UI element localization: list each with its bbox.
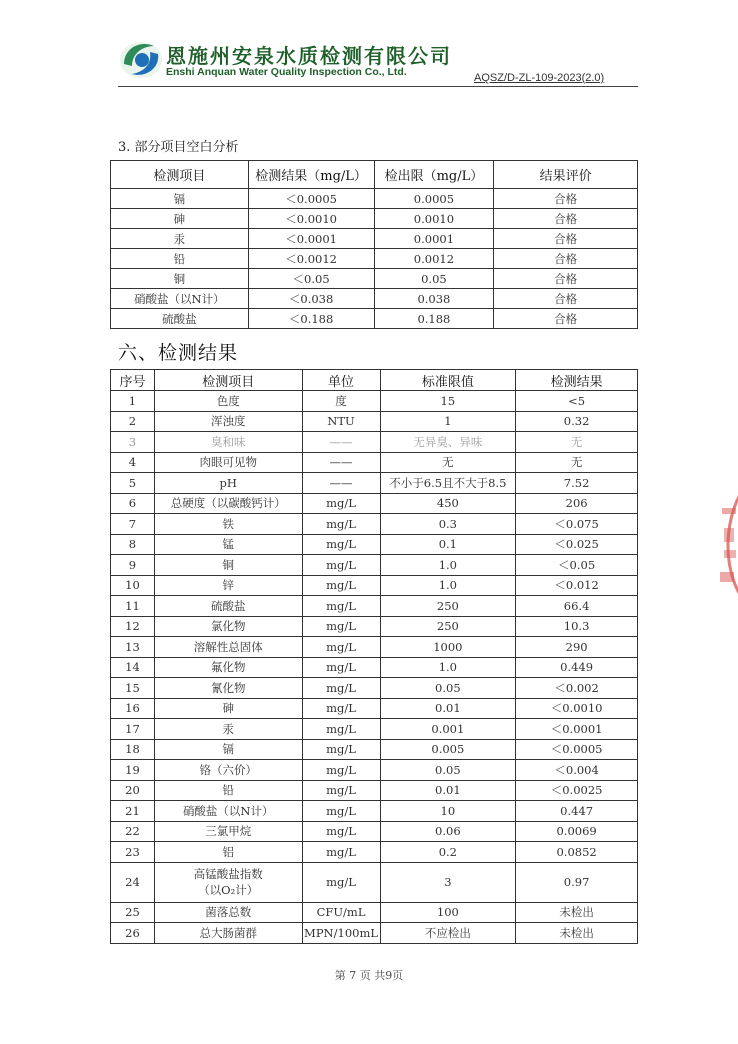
table-row — [111, 657, 638, 678]
table-row — [111, 739, 638, 760]
table-row — [111, 229, 638, 249]
table-cell: 10.3 — [516, 616, 638, 637]
table-cell: 无异臭、异味 — [380, 432, 516, 453]
table-row — [111, 411, 638, 432]
table-cell: —— — [302, 452, 380, 473]
table-cell: 0.0852 — [516, 842, 638, 863]
table-cell: 锰 — [154, 534, 302, 555]
table-cell: mg/L — [302, 534, 380, 555]
column-header: 检测项目 — [111, 161, 249, 189]
table-cell: 1 — [380, 411, 516, 432]
table-cell: 未检出 — [516, 923, 638, 944]
table-cell: 15 — [380, 391, 516, 412]
table-cell: ＜0.004 — [516, 760, 638, 781]
table-cell: 硝酸盐（以N计） — [111, 289, 249, 309]
table-cell: 0.05 — [380, 760, 516, 781]
table-cell: <5 — [516, 391, 638, 412]
table-header-row — [111, 370, 638, 391]
table-cell: 0.01 — [380, 780, 516, 801]
table-row — [111, 719, 638, 740]
table-cell: 0.005 — [380, 739, 516, 760]
table-cell: mg/L — [302, 596, 380, 617]
table-cell: 20 — [111, 780, 155, 801]
table-cell: ＜0.0012 — [248, 249, 374, 269]
table-cell: ＜0.038 — [248, 289, 374, 309]
blank-analysis-table — [110, 160, 638, 329]
table-cell: 12 — [111, 616, 155, 637]
table-cell: 206 — [516, 493, 638, 514]
table-cell: 0.0069 — [516, 821, 638, 842]
table-cell: mg/L — [302, 801, 380, 822]
table-cell: 1.0 — [380, 555, 516, 576]
table-cell: mg/L — [302, 842, 380, 863]
table-cell: 6 — [111, 493, 155, 514]
table-cell: 13 — [111, 637, 155, 658]
table-row — [111, 678, 638, 699]
blank-analysis-title: 3. 部分项目空白分析 — [118, 140, 239, 155]
table-cell: 铜 — [154, 555, 302, 576]
table-cell: 度 — [302, 391, 380, 412]
table-cell: 290 — [516, 637, 638, 658]
item-name-line2: （以O₂计） — [198, 883, 259, 897]
table-cell: 无 — [380, 452, 516, 473]
table-cell: 23 — [111, 842, 155, 863]
table-row — [111, 514, 638, 535]
table-cell: ＜0.012 — [516, 575, 638, 596]
table-row — [111, 289, 638, 309]
table-cell: 镉 — [111, 189, 249, 209]
table-cell: 15 — [111, 678, 155, 699]
document-code: AQSZ/D-ZL-109-2023(2.0) — [474, 72, 605, 84]
table-cell: 100 — [380, 902, 516, 923]
table-row — [111, 432, 638, 453]
column-header: 检测项目 — [154, 370, 302, 391]
table-cell: ＜0.0005 — [516, 739, 638, 760]
table-cell: 总硬度（以碳酸钙计） — [154, 493, 302, 514]
company-name-cn: 恩施州安泉水质检测有限公司 — [166, 44, 452, 68]
table-cell: 不小于6.5且不大于8.5 — [380, 473, 516, 494]
table-cell: 铜 — [111, 269, 249, 289]
table-cell: mg/L — [302, 514, 380, 535]
table-cell: 2 — [111, 411, 155, 432]
table-cell: 不应检出 — [380, 923, 516, 944]
table-cell: ＜0.0010 — [248, 209, 374, 229]
table-cell: 3 — [111, 432, 155, 453]
table-cell: 砷 — [111, 209, 249, 229]
table-cell: 11 — [111, 596, 155, 617]
table-cell: 汞 — [154, 719, 302, 740]
table-cell: 14 — [111, 657, 155, 678]
table-cell: 1.0 — [380, 657, 516, 678]
table-cell: ＜0.0025 — [516, 780, 638, 801]
table-cell: 0.0005 — [374, 189, 494, 209]
table-cell: mg/L — [302, 821, 380, 842]
table-cell: 合格 — [494, 249, 638, 269]
table-row — [111, 637, 638, 658]
table-cell: ＜0.05 — [516, 555, 638, 576]
table-row — [111, 493, 638, 514]
table-cell: 4 — [111, 452, 155, 473]
table-cell: 菌落总数 — [154, 902, 302, 923]
table-row — [111, 902, 638, 923]
table-cell: mg/L — [302, 575, 380, 596]
table-cell: mg/L — [302, 616, 380, 637]
table-row — [111, 452, 638, 473]
table-cell: 250 — [380, 596, 516, 617]
column-header: 结果评价 — [494, 161, 638, 189]
table-cell: mg/L — [302, 739, 380, 760]
table-cell: 合格 — [494, 209, 638, 229]
table-cell: 450 — [380, 493, 516, 514]
table-cell — [154, 862, 302, 902]
table-row — [111, 269, 638, 289]
item-name-line1: 高锰酸盐指数 — [193, 867, 263, 881]
table-cell: 砷 — [154, 698, 302, 719]
column-header: 标准限值 — [380, 370, 516, 391]
table-cell: 总大肠菌群 — [154, 923, 302, 944]
table-cell: 1000 — [380, 637, 516, 658]
table-cell: 24 — [111, 862, 155, 902]
table-row — [111, 189, 638, 209]
table-cell: 浑浊度 — [154, 411, 302, 432]
table-cell: 合格 — [494, 309, 638, 329]
table-cell: 0.01 — [380, 698, 516, 719]
table-cell: 0.06 — [380, 821, 516, 842]
table-cell: mg/L — [302, 493, 380, 514]
table-cell: 溶解性总固体 — [154, 637, 302, 658]
company-name-en: Enshi Anquan Water Quality Inspection Co., Ltd. — [166, 66, 407, 78]
table-cell: ＜0.0001 — [248, 229, 374, 249]
table-cell: 臭和味 — [154, 432, 302, 453]
table-cell: 0.188 — [374, 309, 494, 329]
table-cell: 硫酸盐 — [154, 596, 302, 617]
table-cell: 汞 — [111, 229, 249, 249]
table-cell: 硫酸盐 — [111, 309, 249, 329]
table-cell: 合格 — [494, 189, 638, 209]
table-cell: 0.0012 — [374, 249, 494, 269]
table-cell: 25 — [111, 902, 155, 923]
table-cell: 镉 — [154, 739, 302, 760]
table-header-row — [111, 161, 638, 189]
table-cell: mg/L — [302, 780, 380, 801]
table-cell: 合格 — [494, 289, 638, 309]
table-cell: mg/L — [302, 555, 380, 576]
table-cell: ＜0.0005 — [248, 189, 374, 209]
table-cell: 1.0 — [380, 575, 516, 596]
table-cell: 0.001 — [380, 719, 516, 740]
column-header: 检出限（mg/L） — [374, 161, 494, 189]
column-header: 检测结果（mg/L） — [248, 161, 374, 189]
table-cell: ＜0.05 — [248, 269, 374, 289]
table-cell: 铁 — [154, 514, 302, 535]
table-cell: 硝酸盐（以N计） — [154, 801, 302, 822]
table-cell: —— — [302, 432, 380, 453]
table-cell: ＜0.0001 — [516, 719, 638, 740]
table-row — [111, 801, 638, 822]
table-cell: mg/L — [302, 698, 380, 719]
table-cell: 氟化物 — [154, 657, 302, 678]
table-cell: 250 — [380, 616, 516, 637]
table-row — [111, 534, 638, 555]
table-cell: pH — [154, 473, 302, 494]
water-drop-logo-icon — [118, 36, 164, 80]
table-cell: mg/L — [302, 760, 380, 781]
table-cell: 7.52 — [516, 473, 638, 494]
table-cell: 8 — [111, 534, 155, 555]
table-cell: NTU — [302, 411, 380, 432]
table-cell: 0.1 — [380, 534, 516, 555]
table-cell: 16 — [111, 698, 155, 719]
table-cell: mg/L — [302, 637, 380, 658]
table-cell: 0.05 — [374, 269, 494, 289]
official-seal-icon — [712, 468, 738, 618]
table-cell: 9 — [111, 555, 155, 576]
table-cell: 氯化物 — [154, 616, 302, 637]
table-cell: 铅 — [111, 249, 249, 269]
table-cell: 0.97 — [516, 862, 638, 902]
table-row — [111, 923, 638, 944]
table-row — [111, 575, 638, 596]
table-row — [111, 309, 638, 329]
table-cell: ＜0.188 — [248, 309, 374, 329]
table-row — [111, 596, 638, 617]
table-row — [111, 862, 638, 902]
table-cell: ＜0.025 — [516, 534, 638, 555]
table-cell: 铅 — [154, 780, 302, 801]
table-row — [111, 842, 638, 863]
table-cell: 0.3 — [380, 514, 516, 535]
table-cell: 26 — [111, 923, 155, 944]
table-cell: ＜0.002 — [516, 678, 638, 699]
column-header: 单位 — [302, 370, 380, 391]
table-cell: 三氯甲烷 — [154, 821, 302, 842]
table-cell: 0.32 — [516, 411, 638, 432]
table-cell: 5 — [111, 473, 155, 494]
table-cell: 0.0010 — [374, 209, 494, 229]
table-cell: 0.449 — [516, 657, 638, 678]
table-cell: mg/L — [302, 657, 380, 678]
table-cell: 1 — [111, 391, 155, 412]
table-row — [111, 821, 638, 842]
table-cell: 合格 — [494, 229, 638, 249]
table-cell: 0.05 — [380, 678, 516, 699]
table-cell: MPN/100mL — [302, 923, 380, 944]
table-cell: CFU/mL — [302, 902, 380, 923]
table-cell: 氰化物 — [154, 678, 302, 699]
table-cell: 无 — [516, 452, 638, 473]
table-cell: 锌 — [154, 575, 302, 596]
table-cell: ＜0.075 — [516, 514, 638, 535]
table-cell: mg/L — [302, 862, 380, 902]
table-cell: 肉眼可见物 — [154, 452, 302, 473]
table-cell: 10 — [111, 575, 155, 596]
table-cell: 0.0001 — [374, 229, 494, 249]
table-row — [111, 249, 638, 269]
table-row — [111, 780, 638, 801]
table-cell: mg/L — [302, 678, 380, 699]
table-cell: 66.4 — [516, 596, 638, 617]
results-table — [110, 369, 638, 944]
page-number: 第 7 页 共9页 — [334, 969, 404, 982]
table-cell: 无 — [516, 432, 638, 453]
table-cell: —— — [302, 473, 380, 494]
table-cell: ＜0.0010 — [516, 698, 638, 719]
table-cell: 21 — [111, 801, 155, 822]
table-cell: 10 — [380, 801, 516, 822]
table-row — [111, 555, 638, 576]
table-cell: 17 — [111, 719, 155, 740]
table-row — [111, 760, 638, 781]
table-cell: 7 — [111, 514, 155, 535]
table-row — [111, 616, 638, 637]
table-cell: 19 — [111, 760, 155, 781]
table-cell: 0.2 — [380, 842, 516, 863]
table-cell: 合格 — [494, 269, 638, 289]
table-row — [111, 698, 638, 719]
table-row — [111, 473, 638, 494]
table-cell: 色度 — [154, 391, 302, 412]
table-cell: mg/L — [302, 719, 380, 740]
table-cell: 0.038 — [374, 289, 494, 309]
table-cell: 22 — [111, 821, 155, 842]
column-header: 序号 — [111, 370, 155, 391]
table-cell: 0.447 — [516, 801, 638, 822]
table-cell: 未检出 — [516, 902, 638, 923]
table-cell: 铝 — [154, 842, 302, 863]
results-section-title: 六、检测结果 — [118, 342, 239, 364]
table-row — [111, 391, 638, 412]
table-cell: 18 — [111, 739, 155, 760]
table-cell: 铬（六价） — [154, 760, 302, 781]
header-divider — [118, 86, 638, 87]
column-header: 检测结果 — [516, 370, 638, 391]
table-cell: 3 — [380, 862, 516, 902]
table-row — [111, 209, 638, 229]
